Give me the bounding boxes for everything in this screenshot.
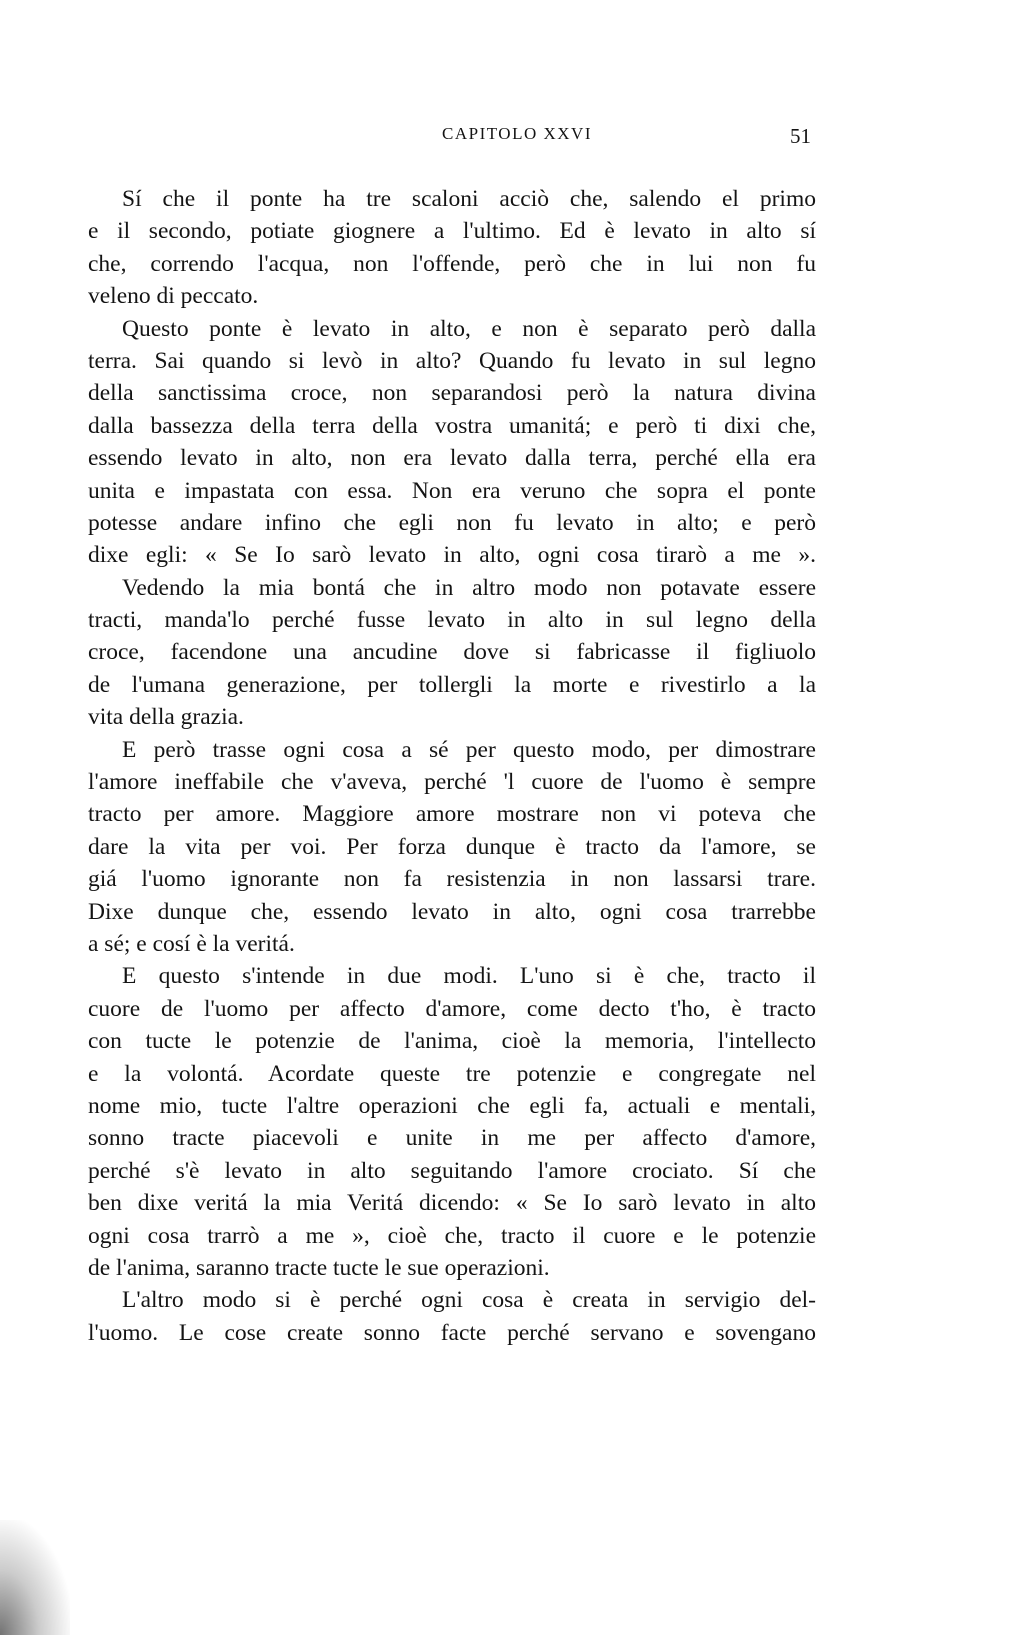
text-line: con tucte le potenzie de l'anima, cioè la memoria, l'intellecto (88, 1028, 816, 1055)
text-line: E questo s'intende in due modi. L'uno si è che, tracto il (122, 963, 816, 990)
text-line: croce, facendone una ancudine dove si fabricasse il figliuolo (88, 639, 816, 666)
paragraph (88, 960, 816, 1284)
paragraph (88, 183, 816, 313)
text-line: della sanctissima croce, non separandosi però la natura divina (88, 380, 816, 407)
text-line: tracto per amore. Maggiore amore mostrare non vi poteva che (88, 801, 816, 828)
scan-artifact (0, 1520, 70, 1635)
text-line: terra. Sai quando si levò in alto? Quando fu levato in sul legno (88, 347, 816, 374)
text-line: e il secondo, potiate giognere a l'ultimo. Ed è levato in alto sí (88, 218, 816, 245)
text-line: Sí che il ponte ha tre scaloni acciò che, salendo el primo (122, 186, 816, 212)
text-line: Questo ponte è levato in alto, e non è separato però dalla (122, 315, 816, 342)
text-line: l'uomo. Le cose create sonno facte perché servano e sovengano (88, 1319, 816, 1346)
text-line: de l'anima, saranno tracte tucte le sue operazioni. (88, 1254, 550, 1281)
text-line: potesse andare infino che egli non fu levato in alto; e però (88, 509, 816, 536)
text-line: giá l'uomo ignorante non fa resistenzia in non lassarsi trare. (88, 866, 816, 893)
running-head-chapter-title: CAPITOLO XXVI (442, 124, 592, 143)
text-line: unita e impastata con essa. Non era veruno che sopra el ponte (88, 477, 816, 504)
paragraph (88, 572, 816, 734)
text-line: L'altro modo si è perché ogni cosa è creata in servigio del- (122, 1287, 816, 1314)
text-line: a sé; e cosí è la veritá. (88, 930, 295, 957)
text-line: ben dixe veritá la mia Veritá dicendo: « Se Io sarò levato in alto (88, 1190, 816, 1217)
text-line: dalla bassezza della terra della vostra umanitá; e però ti dixi che, (88, 412, 816, 439)
text-line: de l'umana generazione, per tollergli la morte e rivestirlo a la (88, 671, 816, 698)
text-line: dare la vita per voi. Per forza dunque è tracto da l'amore, se (88, 833, 816, 860)
text-line: l'amore ineffabile che v'aveva, perché 'l cuore de l'uomo è sempre (88, 769, 816, 796)
text-line: perché s'è levato in alto seguitando l'amore crociato. Sí che (88, 1157, 816, 1184)
text-line: nome mio, tucte l'altre operazioni che egli fa, actuali e mentali, (88, 1092, 816, 1119)
body-text (88, 183, 816, 1349)
paragraph (88, 734, 816, 961)
text-line: ogni cosa trarrò a me », cioè che, tracto il cuore e le potenzie (88, 1222, 816, 1249)
text-line: dixe egli: « Se Io sarò levato in alto, ogni cosa tirarò a me ». (88, 542, 816, 569)
text-line: Dixe dunque che, essendo levato in alto, ogni cosa trarrebbe (88, 898, 816, 925)
text-line: cuore de l'uomo per affecto d'amore, come decto t'ho, è tracto (88, 995, 816, 1022)
paragraph (88, 1284, 816, 1349)
text-line: sonno tracte piacevoli e unite in me per affecto d'amore, (88, 1125, 816, 1152)
paragraph (88, 313, 816, 572)
text-line: Vedendo la mia bontá che in altro modo non potavate essere (122, 574, 816, 601)
text-line: tracti, manda'lo perché fusse levato in alto in sul legno della (88, 607, 816, 634)
text-line: e la volontá. Acordate queste tre potenzie e congregate nel (88, 1060, 816, 1087)
text-line: vita della grazia. (88, 704, 244, 731)
text-line: E però trasse ogni cosa a sé per questo modo, per dimostrare (122, 736, 816, 763)
page-number: 51 (790, 124, 811, 148)
text-line: veleno di peccato. (88, 283, 259, 310)
text-line: essendo levato in alto, non era levato dalla terra, perché ella era (88, 445, 816, 472)
text-line: che, correndo l'acqua, non l'offende, però che in lui non fu (88, 250, 816, 277)
